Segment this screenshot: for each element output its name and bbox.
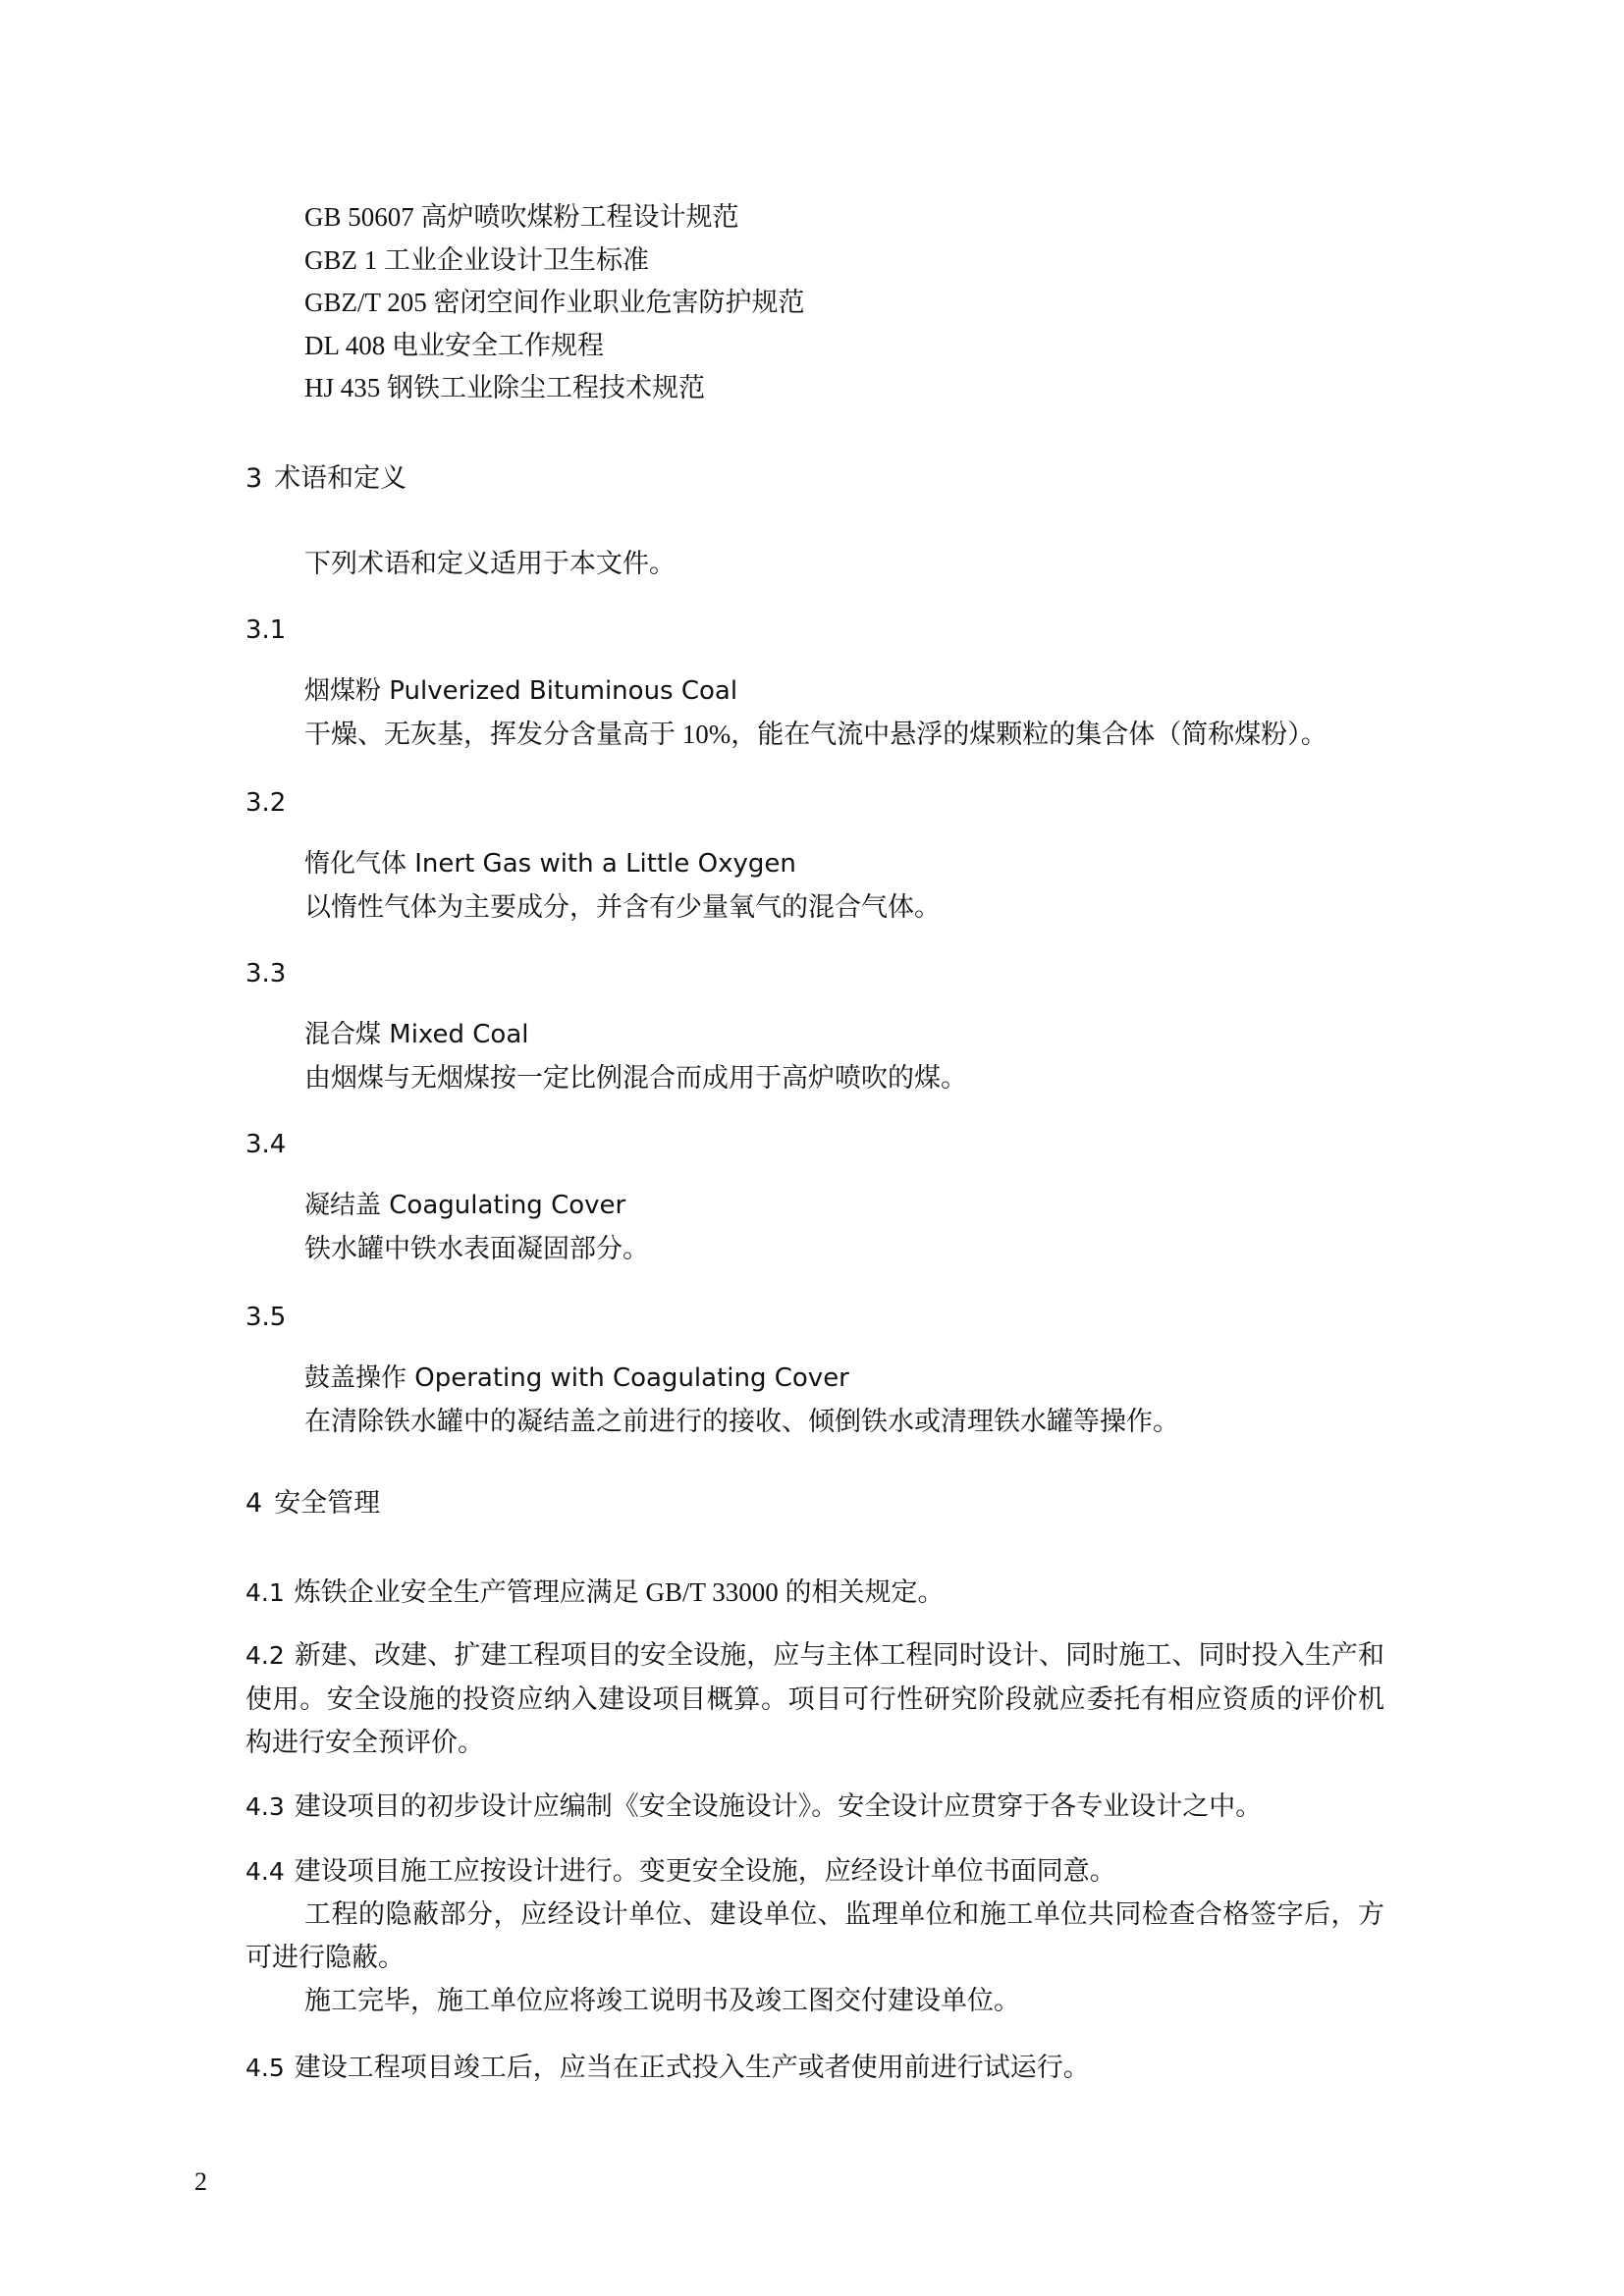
clause-number: 4.4 <box>245 1857 285 1886</box>
term-number: 3.3 <box>245 959 287 988</box>
section-title: 术语和定义 <box>274 463 407 494</box>
section-3-intro: 下列术语和定义适用于本文件。 <box>304 549 676 578</box>
clause-text: 新建、改建、扩建工程项目的安全设施，应与主体工程同时设计、同时施工、同时投入生产和使用。安全设施的投资应纳入建设项目概算。项目可行性研究阶段就应委托有相应资质的评价机构进行安全预评价。 <box>245 1640 1384 1757</box>
clause-text: 建设项目的初步设计应编制《安全设施设计》。安全设计应贯穿于各专业设计之中。 <box>294 1791 1263 1821</box>
reference-item: HJ 435 钢铁工业除尘工程技术规范 <box>304 373 706 402</box>
term-number: 3.1 <box>245 615 287 645</box>
term-title: 混合煤 Mixed Coal <box>304 1020 529 1049</box>
clause-paragraph: 工程的隐蔽部分，应经设计单位、建设单位、监理单位和施工单位共同检查合格签字后，方可进行隐蔽。 <box>245 1899 1384 1972</box>
clause-text: 建设工程项目竣工后，应当在正式投入生产或者使用前进行试运行。 <box>294 2053 1090 2082</box>
term-title: 烟煤粉 Pulverized Bituminous Coal <box>304 676 738 706</box>
clause-4-2 <box>245 1633 1384 1764</box>
term-title: 凝结盖 Coagulating Cover <box>304 1191 626 1220</box>
clause-4-3 <box>245 1785 1384 1829</box>
section-number: 3 <box>245 463 263 494</box>
clause-4-1 <box>245 1571 1384 1615</box>
reference-item: GBZ 1 工业企业设计卫生标准 <box>304 244 649 275</box>
reference-item: GB 50607 高炉喷吹煤粉工程设计规范 <box>304 202 739 232</box>
section-title: 安全管理 <box>274 1488 381 1519</box>
section-4-heading <box>245 1484 1384 1523</box>
clause-number: 4.5 <box>245 2054 285 2082</box>
term-definition: 铁水罐中铁水表面凝固部分。 <box>304 1234 649 1263</box>
section-number: 4 <box>245 1488 263 1519</box>
reference-item: GBZ/T 205 密闭空间作业职业危害防护规范 <box>304 288 805 317</box>
clause-number: 4.2 <box>245 1641 285 1670</box>
term-definition: 由烟煤与无烟煤按一定比例混合而成用于高炉喷吹的煤。 <box>304 1063 967 1093</box>
clause-text: 建设项目施工应按设计进行。变更安全设施，应经设计单位书面同意。 <box>294 1856 1116 1886</box>
clause-number: 4.3 <box>245 1792 285 1821</box>
clause-number: 4.1 <box>245 1578 285 1607</box>
term-definition: 干燥、无灰基，挥发分含量高于 10%，能在气流中悬浮的煤颗粒的集合体（简称煤粉）。 <box>304 720 1327 749</box>
term-number: 3.4 <box>245 1130 287 1159</box>
reference-item: DL 408 电业安全工作规程 <box>304 330 604 360</box>
term-number: 3.5 <box>245 1303 287 1332</box>
reference-list <box>304 196 1384 410</box>
clause-4-4 <box>245 1849 1384 1894</box>
section-3-heading <box>245 459 1384 499</box>
term-title: 惰化气体 Inert Gas with a Little Oxygen <box>304 849 796 879</box>
clause-4-5 <box>245 2046 1384 2090</box>
term-title: 鼓盖操作 Operating with Coagulating Cover <box>304 1363 849 1393</box>
term-number: 3.2 <box>245 788 287 818</box>
term-definition: 在清除铁水罐中的凝结盖之前进行的接收、倾倒铁水或清理铁水罐等操作。 <box>304 1407 1179 1436</box>
term-definition: 以惰性气体为主要成分，并含有少量氧气的混合气体。 <box>304 892 941 922</box>
page-number: 2 <box>194 2167 207 2196</box>
clause-paragraph: 施工完毕，施工单位应将竣工说明书及竣工图交付建设单位。 <box>304 1986 1020 2015</box>
clause-text: 炼铁企业安全生产管理应满足 GB/T 33000 的相关规定。 <box>294 1577 945 1607</box>
